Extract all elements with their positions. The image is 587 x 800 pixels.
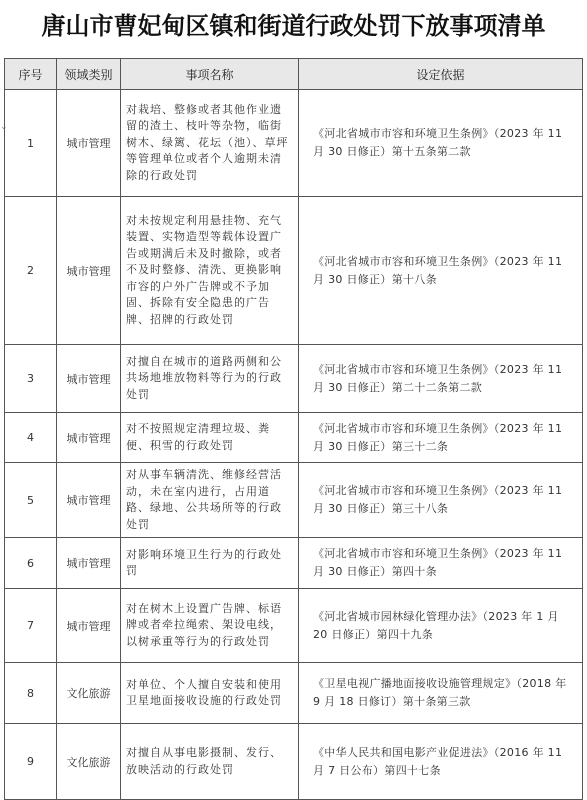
row-legal-basis: 《河北省城市市容和环境卫生条例》（2023 年 11 月 30 日修正）第三十八条 [299, 463, 583, 538]
row-legal-basis: 《中华人民共和国电影产业促进法》（2016 年 11 月 7 日公布）第四十七条 [299, 724, 583, 800]
row-index: 7 [5, 589, 57, 663]
table-row [5, 538, 583, 589]
row-legal-basis: 《河北省城市市容和环境卫生条例》（2023 年 11 月 30 日修正）第十八条 [299, 197, 583, 345]
table-row [5, 345, 583, 413]
row-legal-basis: 《河北省城市园林绿化管理办法》（2023 年 1 月 20 日修正）第四十九条 [299, 589, 583, 663]
header-legal-basis: 设定依据 [299, 59, 583, 90]
penalty-items-table [4, 58, 583, 800]
row-category: 文化旅游 [57, 663, 121, 724]
table-header-row [5, 59, 583, 90]
row-index: 8 [5, 663, 57, 724]
row-index: 5 [5, 463, 57, 538]
row-item-name: 对从事车辆清洗、维修经营活动，未在室内进行，占用道路、绿地、公共场所等的行政处罚 [121, 463, 299, 538]
row-category: 城市管理 [57, 413, 121, 463]
row-item-name: 对不按照规定清理垃圾、粪便、积雪的行政处罚 [121, 413, 299, 463]
row-index: 4 [5, 413, 57, 463]
table-row [5, 463, 583, 538]
row-legal-basis: 《河北省城市市容和环境卫生条例》（2023 年 11 月 30 日修正）第三十二条 [299, 413, 583, 463]
row-index: 3 [5, 345, 57, 413]
table-row [5, 90, 583, 197]
table-row [5, 197, 583, 345]
row-category: 文化旅游 [57, 724, 121, 800]
row-item-name: 对擅自从事电影摄制、发行、放映活动的行政处罚 [121, 724, 299, 800]
header-category: 领域类别 [57, 59, 121, 90]
row-index: 1 [5, 90, 57, 197]
row-legal-basis: 《河北省城市市容和环境卫生条例》（2023 年 11 月 30 日修正）第十五条第二款 [299, 90, 583, 197]
chevron-down-icon[interactable]: ⌄ [0, 122, 8, 132]
row-item-name: 对影响环境卫生行为的行政处罚 [121, 538, 299, 589]
table-row [5, 663, 583, 724]
row-item-name: 对单位、个人擅自安装和使用卫星地面接收设施的行政处罚 [121, 663, 299, 724]
row-legal-basis: 《卫星电视广播地面接收设施管理规定》（2018 年 9 月 18 日修订）第十条第三款 [299, 663, 583, 724]
row-category: 城市管理 [57, 345, 121, 413]
row-category: 城市管理 [57, 589, 121, 663]
row-item-name: 对未按规定利用悬挂物、充气装置、实物造型等载体设置广告或期满后未及时撤除，或者不及时整修、清洗、更换影响市容的户外广告牌或不予加固、拆除有安全隐患的广告牌、招牌的行政处罚 [121, 197, 299, 345]
row-item-name: 对在树木上设置广告牌、标语牌或者牵拉绳索、架设电线，以树承重等行为的行政处罚 [121, 589, 299, 663]
table-row [5, 413, 583, 463]
header-index: 序号 [5, 59, 57, 90]
table-row [5, 589, 583, 663]
row-index: 9 [5, 724, 57, 800]
table-row [5, 724, 583, 800]
row-index: 2 [5, 197, 57, 345]
row-category: 城市管理 [57, 90, 121, 197]
row-category: 城市管理 [57, 197, 121, 345]
row-category: 城市管理 [57, 463, 121, 538]
row-category: 城市管理 [57, 538, 121, 589]
header-item-name: 事项名称 [121, 59, 299, 90]
row-item-name: 对栽培、整修或者其他作业遗留的渣土、枝叶等杂物，临街树木、绿篱、花坛（池）、草坪等管理单位或者个人逾期未清除的行政处罚 [121, 90, 299, 197]
row-legal-basis: 《河北省城市市容和环境卫生条例》（2023 年 11 月 30 日修正）第四十条 [299, 538, 583, 589]
page-title: 唐山市曹妃甸区镇和街道行政处罚下放事项清单 [41, 11, 546, 40]
row-index: 6 [5, 538, 57, 589]
row-legal-basis: 《河北省城市市容和环境卫生条例》（2023 年 11 月 30 日修正）第二十二条第二款 [299, 345, 583, 413]
row-item-name: 对擅自在城市的道路两侧和公共场地堆放物料等行为的行政处罚 [121, 345, 299, 413]
